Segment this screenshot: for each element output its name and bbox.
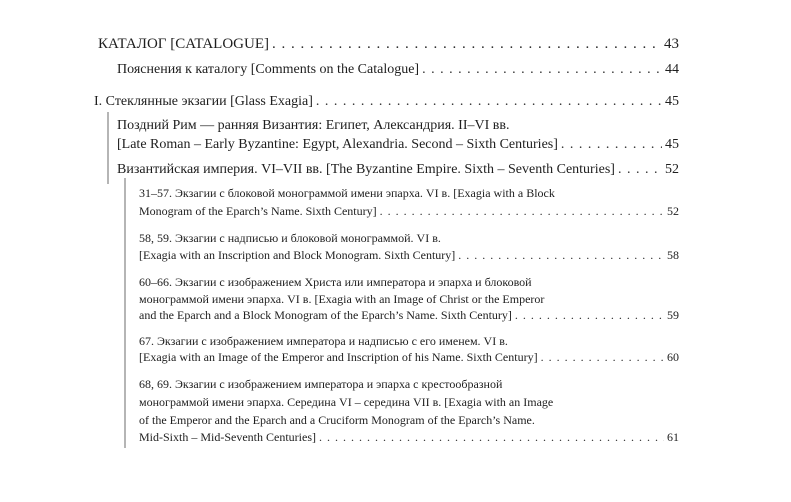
dot-leader	[319, 431, 664, 443]
toc-item-58-59-line1: 58, 59. Экзагии с надписью и блоковой монограммой. VI в.	[139, 231, 441, 245]
toc-item-60-66-line1: 60–66. Экзагии с изображением Христа или императора и эпарха и блоковой	[139, 275, 532, 289]
toc-page-number: 52	[665, 162, 679, 177]
toc-page-number: 52	[667, 204, 679, 218]
section-divider	[107, 112, 109, 184]
toc-entry-title: Mid-Sixth – Mid-Seventh Centuries]	[139, 430, 316, 444]
toc-entry-late-roman[interactable]	[117, 138, 679, 152]
toc-item-68-69-line2: монограммой имени эпарха. Середина VI – середина VII в. [Exagia with an Image	[139, 395, 554, 409]
dot-leader	[316, 95, 662, 109]
toc-entry-comments[interactable]	[117, 63, 679, 77]
toc-entry-title: and the Eparch and a Block Monogram of the Eparch’s Name. Sixth Century]	[139, 308, 512, 322]
toc-item-58-59[interactable]	[139, 249, 679, 261]
toc-page-number: 60	[667, 350, 679, 364]
dot-leader	[422, 63, 662, 77]
toc-item-67-line1: 67. Экзагии с изображением императора и надписью с его именем. VI в.	[139, 334, 508, 348]
toc-page-number: 59	[667, 308, 679, 322]
toc-item-68-69-line1: 68, 69. Экзагии с изображением императора и эпарха с крестообразной	[139, 377, 503, 391]
toc-entry-title: Пояснения к каталогу [Comments on the Catalogue]	[117, 62, 420, 77]
toc-page-number: 43	[664, 36, 679, 52]
dot-leader	[618, 163, 662, 177]
toc-item-68-69-line3: of the Emperor and the Eparch and a Cruciform Monogram of the Eparch’s Name.	[139, 413, 535, 427]
toc-entry-title: КАТАЛОГ [CATALOGUE]	[98, 36, 269, 52]
toc-entry-title: [Late Roman – Early Byzantine: Egypt, Alexandria. Second – Sixth Centuries]	[117, 137, 558, 152]
toc-page-number: 44	[665, 62, 679, 77]
toc-entry-title: [Exagia with an Inscription and Block Monogram. Sixth Century]	[139, 248, 456, 262]
toc-item-67[interactable]	[139, 351, 679, 363]
dot-leader	[272, 37, 661, 52]
dot-leader	[561, 138, 662, 152]
toc-page-number: 61	[667, 430, 679, 444]
dot-leader	[380, 205, 664, 217]
toc-item-68-69[interactable]	[139, 431, 679, 443]
toc-page-number: 58	[667, 248, 679, 262]
dot-leader	[458, 249, 664, 261]
toc-entry-catalogue[interactable]	[98, 37, 679, 52]
toc-entry-title: Monogram of the Eparch’s Name. Sixth Century]	[139, 204, 377, 218]
toc-entry-glass-exagia[interactable]	[94, 95, 679, 109]
toc-entry-byzantine-empire[interactable]	[117, 163, 679, 177]
subsection-divider	[124, 178, 126, 448]
toc-page-number: 45	[665, 94, 679, 109]
toc-item-60-66[interactable]	[139, 309, 679, 321]
toc-item-31-57-line1: 31–57. Экзагии с блоковой монограммой имени эпарха. VI в. [Exagia with a Block	[139, 186, 555, 200]
toc-entry-title: [Exagia with an Image of the Emperor and Inscription of his Name. Sixth Century]	[139, 350, 538, 364]
toc-entry-title: I. Стеклянные экзагии [Glass Exagia]	[94, 94, 313, 109]
toc-entry-late-roman-line1: Поздний Рим — ранняя Византия: Египет, Александрия. II–VI вв.	[117, 118, 510, 133]
toc-entry-title: Византийская империя. VI–VII вв. [The Byzantine Empire. Sixth – Seventh Centuries]	[117, 162, 615, 177]
toc-page-number: 45	[665, 137, 679, 152]
toc-item-60-66-line2: монограммой имени эпарха. VI в. [Exagia with an Image of Christ or the Emperor	[139, 292, 545, 306]
dot-leader	[515, 309, 664, 321]
toc-item-31-57[interactable]	[139, 205, 679, 217]
dot-leader	[541, 351, 664, 363]
